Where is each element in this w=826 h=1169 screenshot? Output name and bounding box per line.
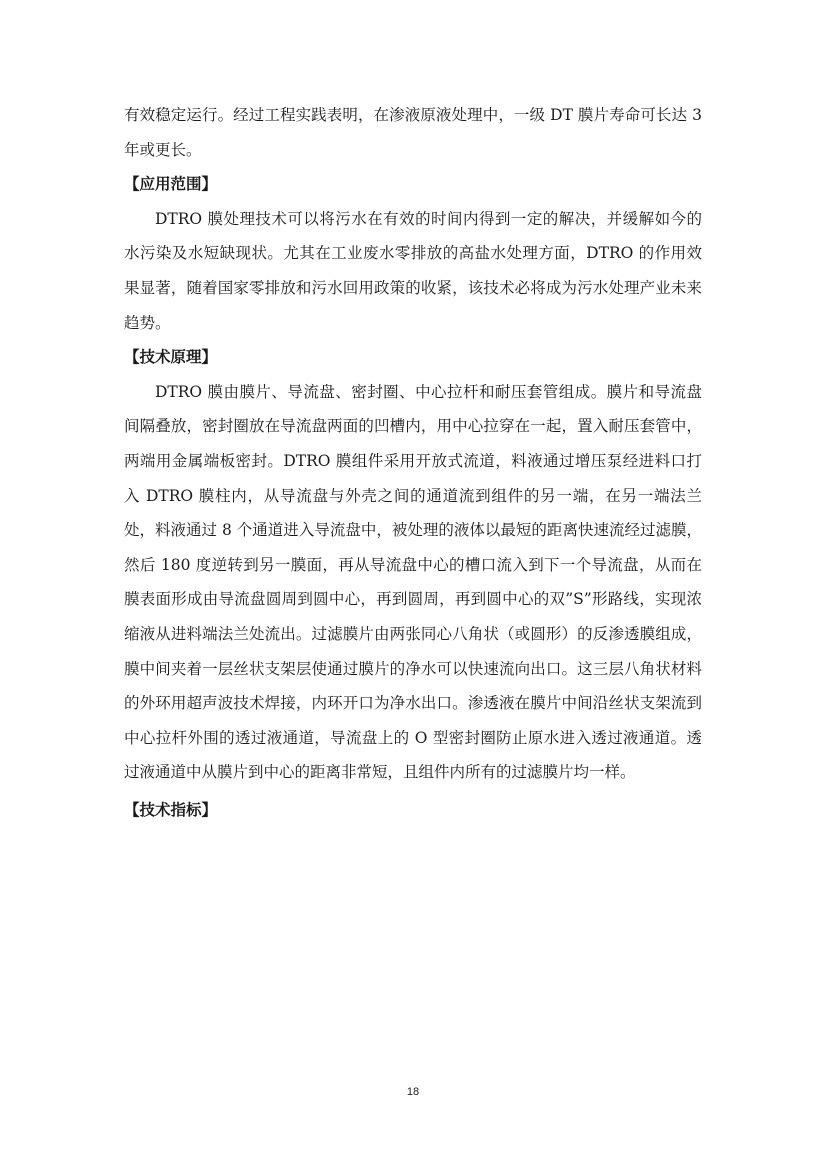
section-heading-technical-indicators: 【技术指标】 xyxy=(124,800,218,819)
section-heading-application-scope: 【应用范围】 xyxy=(124,175,218,194)
page-number: 18 xyxy=(406,1086,420,1098)
technical-principle-paragraph: DTRO 膜由膜片、导流盘、密封圈、中心拉杆和耐压套管组成。膜片和导流盘间隔叠放，密封圈放在导流盘两面的凹槽内，用中心拉穿在一起，置入耐压套管中，两端用金属端板密封。DTRO 膜组件采用开放式流道，料液通过增压泵经进料口打入 DTRO 膜柱内，从导流盘与外壳之间的通道流到组件的另一端，在另一端法兰处，料液通过 8 个通道进入导流盘中，被处理的液体以最短的距离快速流经过滤膜，然后 180 度逆转到另一膜面，再从导流盘中心的槽口流入到下一个导流盘，从而在膜表面形成由导流盘圆周到圆中心，再到圆周，再到圆中心的双”S”形路线，实现浓缩液从进料端法兰处流出。过滤膜片由两张同心八角状（或圆形）的反渗透膜组成，膜中间夹着一层丝状支架层使通过膜片的净水可以快速流向出口。这三层八角状材料的外环用超声波技术焊接，内环开口为净水出口。渗透液在膜片中间沿丝状支架流到中心拉杆外围的透过液通道，导流盘上的 O 型密封圈防止原水进入透过液通道。透过液通道中从膜片到中心的距离非常短，且组件内所有的过滤膜片均一样。 xyxy=(124,382,702,782)
document-page xyxy=(124,98,702,827)
continued-paragraph: 有效稳定运行。经过工程实践表明，在渗液原液处理中，一级 DT 膜片寿命可长达 3 年或更长。 xyxy=(124,106,702,159)
section-heading-technical-principle: 【技术原理】 xyxy=(124,348,218,367)
application-scope-paragraph: DTRO 膜处理技术可以将污水在有效的时间内得到一定的解决，并缓解如今的水污染及水短缺现状。尤其在工业废水零排放的高盐水处理方面，DTRO 的作用效果显著，随着国家零排放和污水回用政策的收紧，该技术必将成为污水处理产业未来趋势。 xyxy=(124,209,702,332)
